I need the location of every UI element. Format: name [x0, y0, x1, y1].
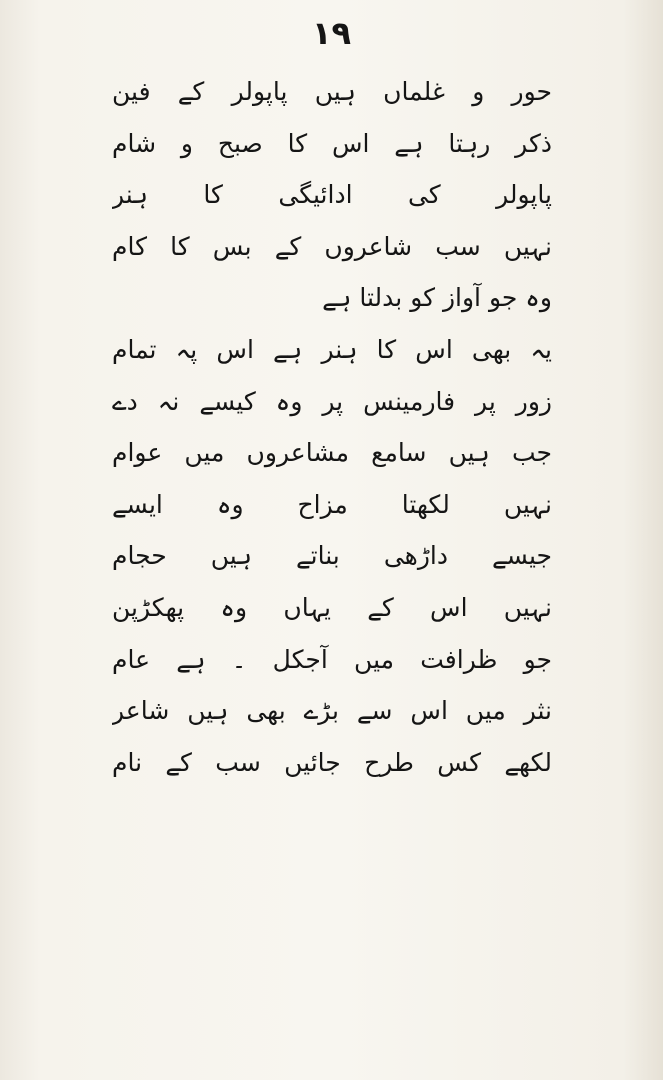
poem-line: جو ظرافت میں آجکل ۔ ہے عام	[112, 644, 552, 674]
poem-line: نہیں اس کے یہاں وہ پھکڑپن	[112, 592, 552, 622]
poem-line: پاپولر کی ادائیگی کا ہنر	[112, 180, 552, 210]
page-number: ۱۹	[311, 14, 352, 52]
poem-line: جب ہیں سامع مشاعروں میں عوام	[112, 438, 552, 468]
poem-line: زور پر فارمینس پر وہ کیسے نہ دے	[112, 386, 552, 416]
poem-line: لکھے کس طرح جائیں سب کے نام	[112, 747, 552, 777]
poem-line: یہ بھی اس کا ہنر ہے اس پہ تمام	[112, 334, 552, 364]
poem-line: نہیں سب شاعروں کے بس کا کام	[112, 231, 552, 261]
poem-line: جیسے داڑھی بناتے ہیں حجام	[112, 541, 552, 571]
poem-line: وہ جو آواز کو بدلتا ہے	[322, 283, 552, 313]
poem-line: نہیں لکھتا مزاح وہ ایسے	[112, 489, 552, 519]
poem-text	[112, 66, 552, 788]
poem-line: ذکر رہتا ہے اس کا صبح و شام	[112, 128, 552, 158]
poem-line: نثر میں اس سے بڑے بھی ہیں شاعر	[112, 696, 552, 726]
poem-line: حور و غلماں ہیں پاپولر کے فین	[112, 77, 552, 106]
